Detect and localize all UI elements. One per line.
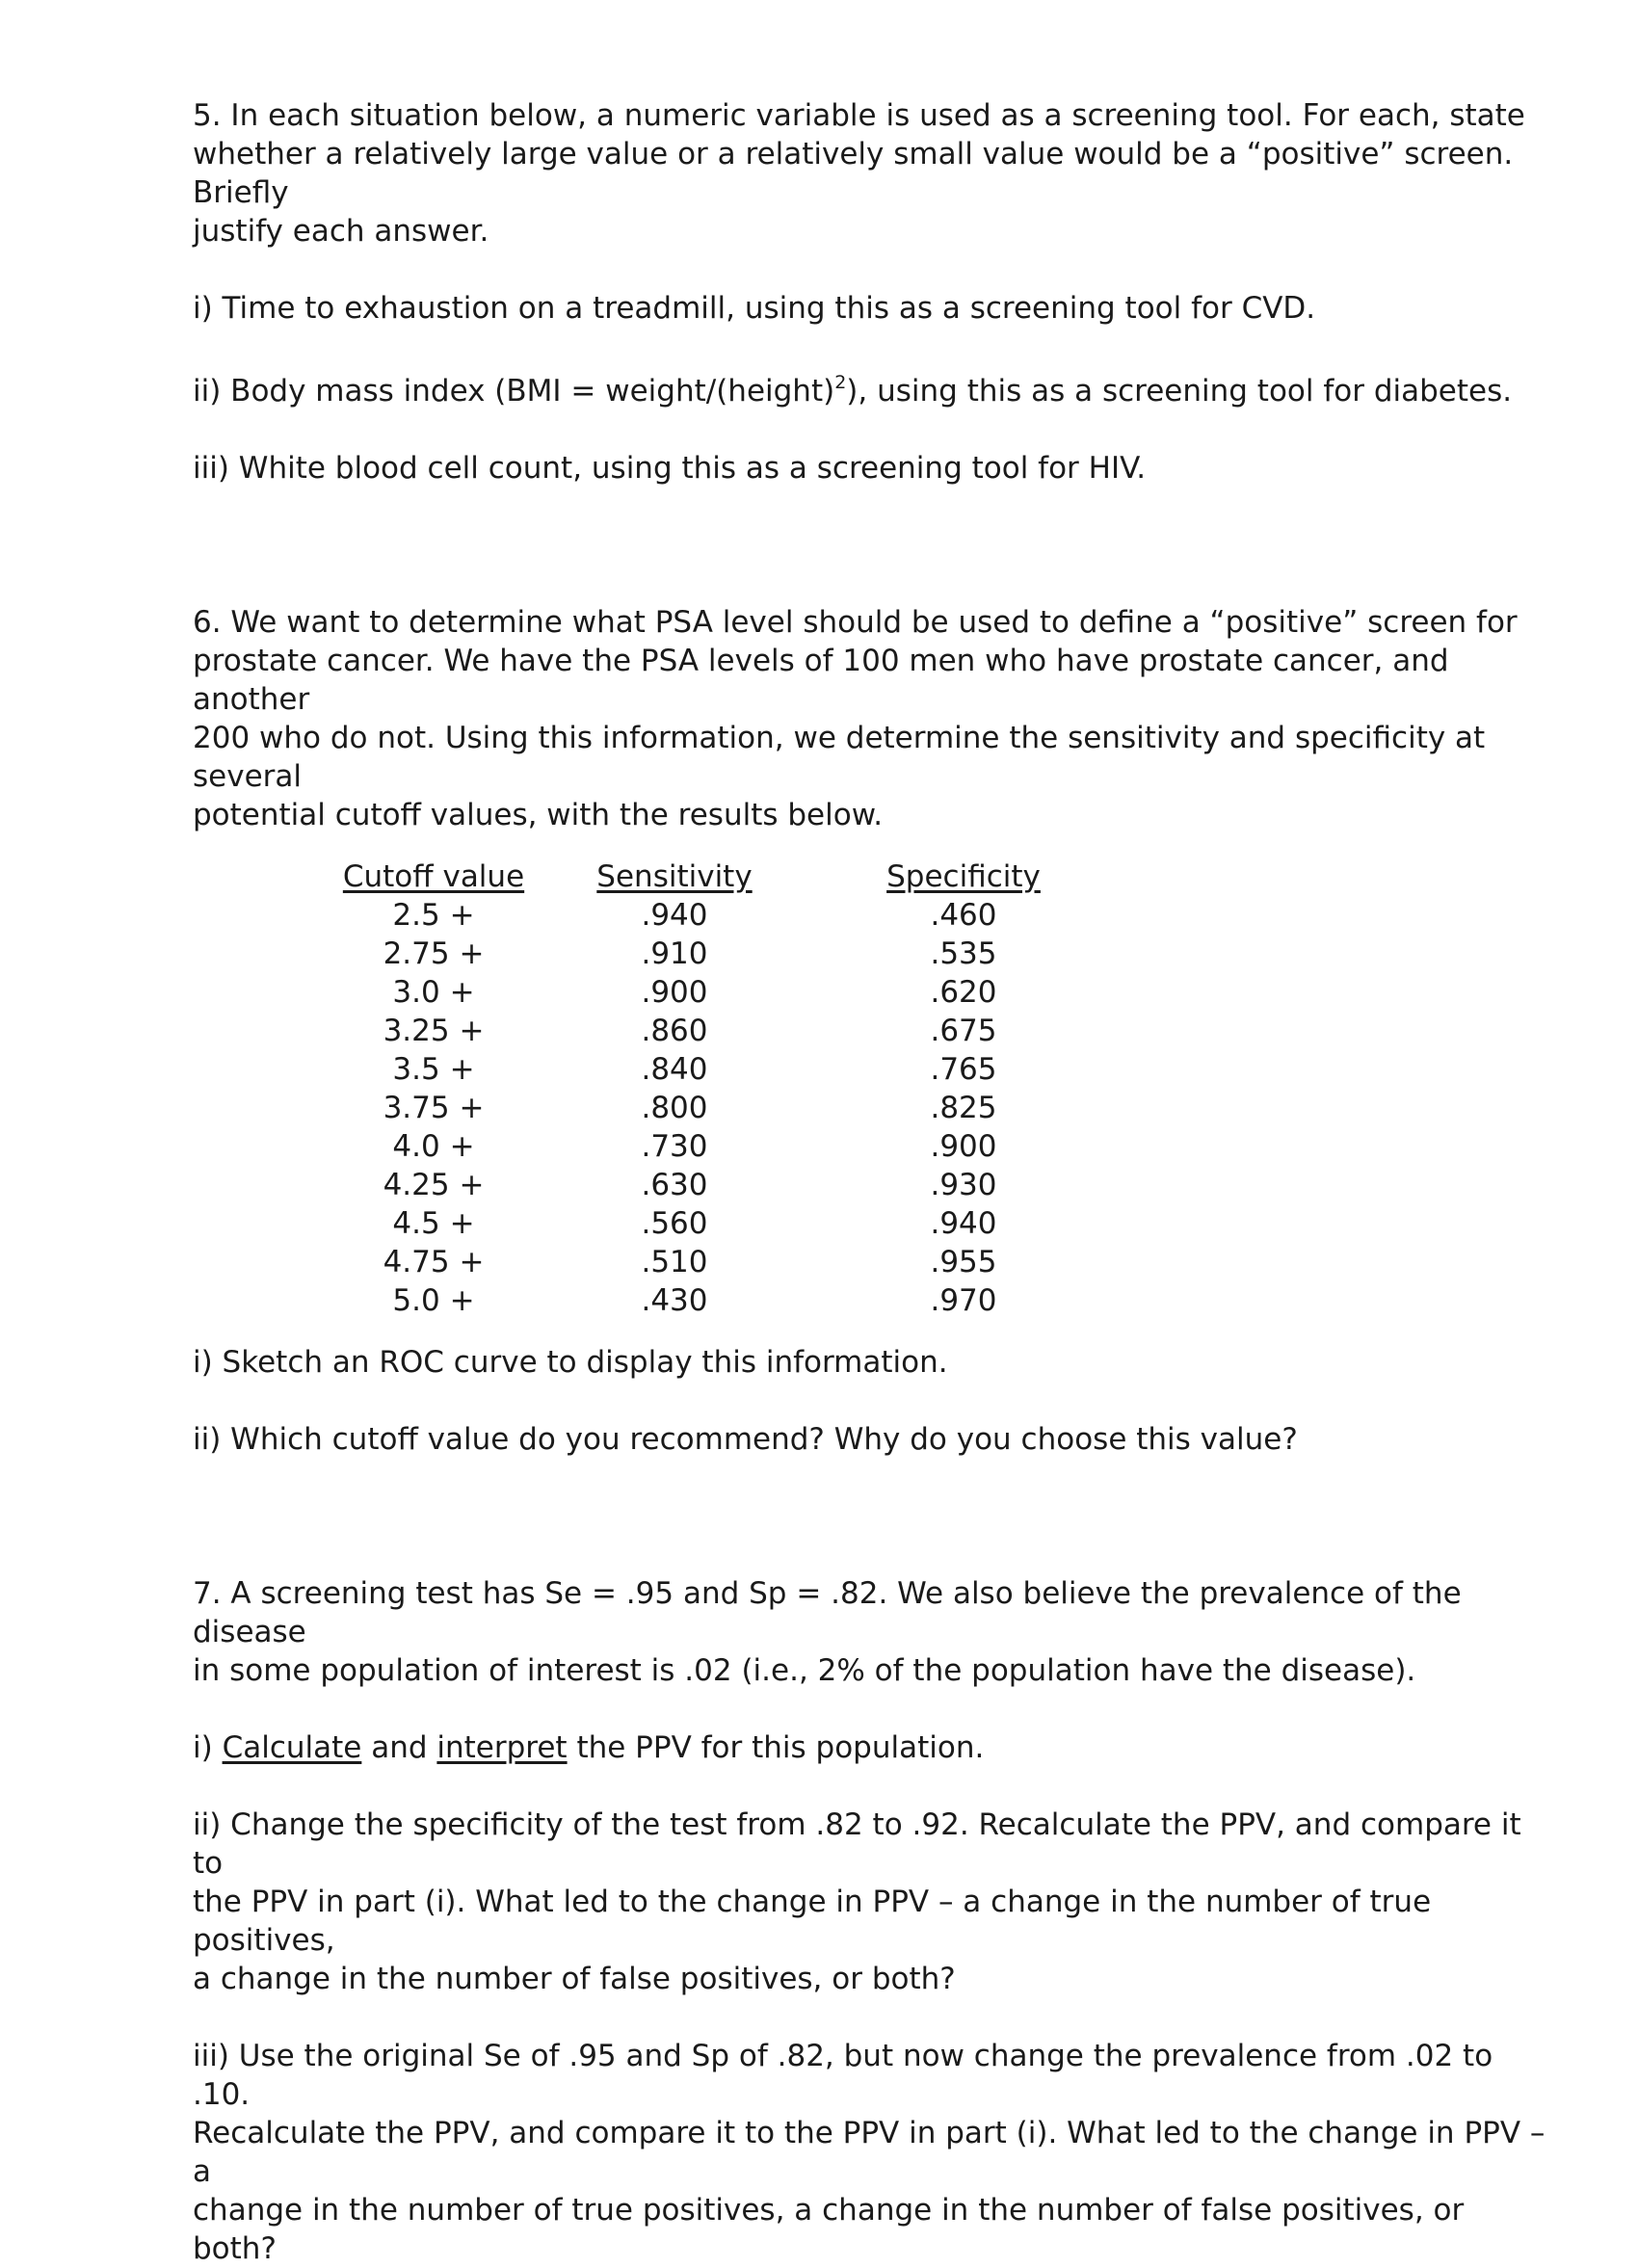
table-row (337, 896, 1108, 935)
cutoff-cell: 3.5 + (392, 1052, 475, 1087)
cutoff-cell: 4.5 + (392, 1206, 475, 1241)
table-row (337, 1243, 1108, 1281)
question-7-item-i (193, 1728, 1551, 1767)
calculate-underlined: Calculate (222, 1730, 362, 1765)
specificity-cell: .535 (930, 936, 997, 971)
question-6 (193, 603, 1551, 1459)
cutoff-cell: 5.0 + (392, 1283, 475, 1318)
question-5-item-ii (193, 372, 1551, 410)
specificity-cell: .825 (930, 1091, 997, 1125)
specificity-cell: .675 (930, 1014, 997, 1048)
sensitivity-cell: .900 (641, 975, 708, 1010)
specificity-cell: .620 (930, 975, 997, 1010)
header-sensitivity: Sensitivity (596, 859, 753, 894)
table-row (337, 935, 1108, 973)
question-7-item-ii: ii) Change the specificity of the test from .82 to .92. Recalculate the PPV, and compare it to the PPV in part (i). What led to the change in PPV – a change in the number of true positives, a change in the number of false positives, or both? (193, 1807, 1521, 1996)
cutoff-cell: 4.0 + (392, 1129, 475, 1164)
table-row (337, 1050, 1108, 1089)
cutoff-cell: 2.5 + (392, 898, 475, 933)
sensitivity-cell: .430 (641, 1283, 708, 1318)
question-7-item-i-prefix: i) (193, 1730, 223, 1765)
question-7-intro: 7. A screening test has Se = .95 and Sp = .82. We also believe the prevalence of the disease in some population of interest is .02 (i.e., 2% of the population have the disease). (193, 1576, 1462, 1688)
table-row (337, 1012, 1108, 1050)
question-6-item-i: i) Sketch an ROC curve to display this information. (193, 1345, 948, 1380)
table-row (337, 1166, 1108, 1204)
cutoff-cell: 4.25 + (383, 1168, 485, 1202)
table-header-row (337, 857, 1108, 896)
specificity-cell: .930 (930, 1168, 997, 1202)
question-6-intro: 6. We want to determine what PSA level should be used to define a “positive” screen for prostate cancer. We have the PSA levels of 100 men who have prostate cancer, and another 200 who do not. Using this information, we determine the sensitivity and specificity at several potential cutoff values, with the results below. (193, 605, 1518, 832)
specificity-cell: .970 (930, 1283, 997, 1318)
question-7-item-iii: iii) Use the original Se of .95 and Sp of .82, but now change the prevalence from .02 to .10. Recalculate the PPV, and compare it to the PPV in part (i). What led to the change in PPV – a change in the number of true positives, a change in the number of false positives, or both? (193, 2039, 1546, 2266)
table-row (337, 1281, 1108, 1320)
sensitivity-cell: .800 (641, 1091, 708, 1125)
question-5-item-ii-text-end: ), using this as a screening tool for diabetes. (846, 374, 1513, 409)
sensitivity-cell: .560 (641, 1206, 708, 1241)
cutoff-cell: 3.75 + (383, 1091, 485, 1125)
worksheet-page (193, 96, 1551, 2268)
cutoff-cell: 3.25 + (383, 1014, 485, 1048)
table-row (337, 973, 1108, 1012)
specificity-cell: .900 (930, 1129, 997, 1164)
sensitivity-cell: .730 (641, 1129, 708, 1164)
superscript-two: 2 (834, 371, 847, 393)
question-7-item-i-suffix: the PPV for this population. (567, 1730, 985, 1765)
sensitivity-cell: .910 (641, 936, 708, 971)
psa-cutoff-table (337, 857, 1108, 1320)
sensitivity-cell: .510 (641, 1245, 708, 1279)
sensitivity-cell: .860 (641, 1014, 708, 1048)
interpret-underlined: interpret (436, 1730, 568, 1765)
table-body (337, 896, 1108, 1320)
table-row (337, 1089, 1108, 1127)
specificity-cell: .955 (930, 1245, 997, 1279)
question-5-item-iii: iii) White blood cell count, using this as a screening tool for HIV. (193, 451, 1147, 486)
specificity-cell: .765 (930, 1052, 997, 1087)
cutoff-cell: 3.0 + (392, 975, 475, 1010)
cutoff-cell: 2.75 + (383, 936, 485, 971)
sensitivity-cell: .940 (641, 898, 708, 933)
question-7-item-i-and: and (361, 1730, 437, 1765)
question-7 (193, 1574, 1551, 2268)
table-row (337, 1204, 1108, 1243)
header-cutoff-value: Cutoff value (342, 859, 525, 894)
sensitivity-cell: .630 (641, 1168, 708, 1202)
question-6-item-ii: ii) Which cutoff value do you recommend? Why do you choose this value? (193, 1422, 1298, 1457)
table-row (337, 1127, 1108, 1166)
sensitivity-cell: .840 (641, 1052, 708, 1087)
question-5-item-i: i) Time to exhaustion on a treadmill, using this as a screening tool for CVD. (193, 291, 1316, 326)
question-5-item-ii-text: ii) Body mass index (BMI = weight/(height) (193, 374, 835, 409)
question-5 (193, 96, 1551, 488)
cutoff-cell: 4.75 + (383, 1245, 485, 1279)
question-5-intro: 5. In each situation below, a numeric variable is used as a screening tool. For each, state whether a relatively large value or a relatively small value would be a “positive” screen. Briefly justify each answer. (193, 98, 1525, 249)
header-specificity: Specificity (886, 859, 1041, 894)
specificity-cell: .940 (930, 1206, 997, 1241)
specificity-cell: .460 (930, 898, 997, 933)
